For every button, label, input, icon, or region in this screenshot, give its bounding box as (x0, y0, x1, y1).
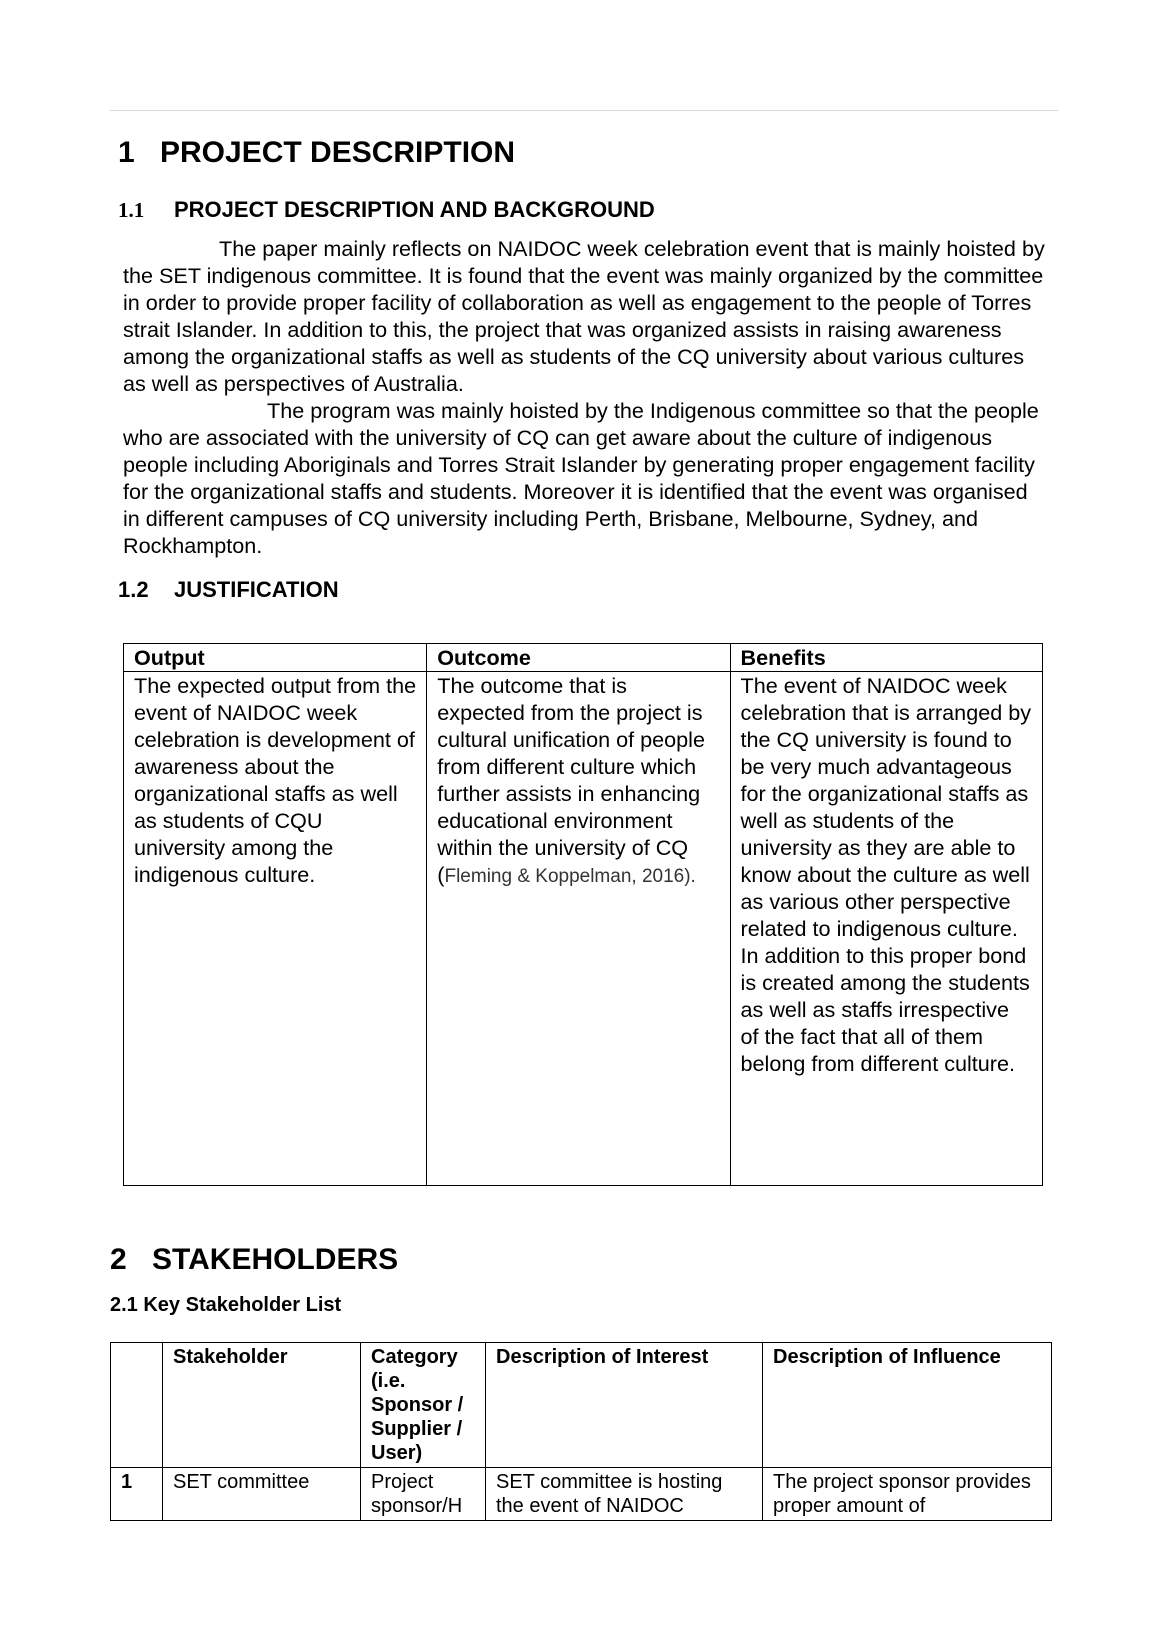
row-interest: SET committee is hosting the event of NAIDOC (486, 1468, 763, 1521)
row-category: Project sponsor/H (361, 1468, 486, 1521)
header-category: Category (i.e. Sponsor / Supplier / User) (361, 1343, 486, 1468)
outcome-cell (427, 672, 730, 1186)
justification-table (123, 643, 1043, 1186)
section-1-1-heading (118, 197, 655, 223)
outcome-citation: Fleming & Koppelman, 2016). (444, 866, 696, 887)
table-header-row (111, 1343, 1052, 1468)
section-1-2-number: 1.2 (118, 577, 149, 602)
benefits-cell: The event of NAIDOC week celebration that is arranged by the CQ university is found to be very much advantageous for the organizational staffs as well as students of the university as they are able to know about the culture as well as various other perspective related to indigenous culture. In addition to this proper bond is created among the students as well as staffs irrespective of the fact that all of them belong from different culture. (730, 672, 1042, 1186)
section-1-2-heading (118, 577, 339, 603)
header-outcome: Outcome (427, 644, 730, 672)
section-2-title: STAKEHOLDERS (152, 1243, 399, 1276)
paragraph-1: The paper mainly reflects on NAIDOC week celebration event that is mainly hoisted by the SET indigenous committee. It is found that the event was mainly organized by the committee in order to provide proper facility of collaboration as well as engagement to the people of Torres strait Islander. In addition to this, the project that was organized assists in raising awareness among the organizational staffs as well as students of the CQ university about various cultures as well as perspectives of Australia. (123, 236, 1045, 396)
section-1-2-title: JUSTIFICATION (174, 577, 339, 602)
section-1-title: PROJECT DESCRIPTION (160, 136, 516, 169)
header-stakeholder: Stakeholder (163, 1343, 361, 1468)
paragraph-2: The program was mainly hoisted by the Indigenous committee so that the people who are associated with the university of CQ can get aware about the culture of indigenous people including Aboriginals and Torres Strait Islander by generating proper engagement facility for the organizational staffs and students. Moreover it is identified that the event was organised in different campuses of CQ university including Perth, Brisbane, Melbourne, Sydney, and Rockhampton. (123, 398, 1039, 558)
row-number: 1 (111, 1468, 163, 1521)
header-number (111, 1343, 163, 1468)
stakeholder-table (110, 1342, 1052, 1521)
row-influence: The project sponsor provides proper amount of (763, 1468, 1052, 1521)
table-row (111, 1468, 1052, 1521)
section-1-number: 1 (118, 136, 135, 169)
output-cell: The expected output from the event of NAIDOC week celebration is development of awareness about the organizational staffs as well as students of CQU university among the indigenous culture. (124, 672, 427, 1186)
outcome-text: The outcome that is expected from the project is cultural unification of people from different culture which further assists in enhancing educational environment within the university of CQ ( (437, 673, 705, 887)
section-1-heading (118, 136, 515, 170)
section-1-1-title: PROJECT DESCRIPTION AND BACKGROUND (174, 197, 655, 222)
table-row (124, 672, 1043, 1186)
header-benefits: Benefits (730, 644, 1042, 672)
section-2-number: 2 (110, 1243, 127, 1276)
section-2-1-heading: 2.1 Key Stakeholder List (110, 1294, 342, 1316)
table-header-row (124, 644, 1043, 672)
header-rule (110, 110, 1058, 111)
row-stakeholder: SET committee (163, 1468, 361, 1521)
header-influence: Description of Influence (763, 1343, 1052, 1468)
section-2-heading (110, 1243, 398, 1277)
header-interest: Description of Interest (486, 1343, 763, 1468)
header-output: Output (124, 644, 427, 672)
section-1-1-number: 1.1 (118, 198, 145, 222)
project-description-body (123, 235, 1048, 559)
